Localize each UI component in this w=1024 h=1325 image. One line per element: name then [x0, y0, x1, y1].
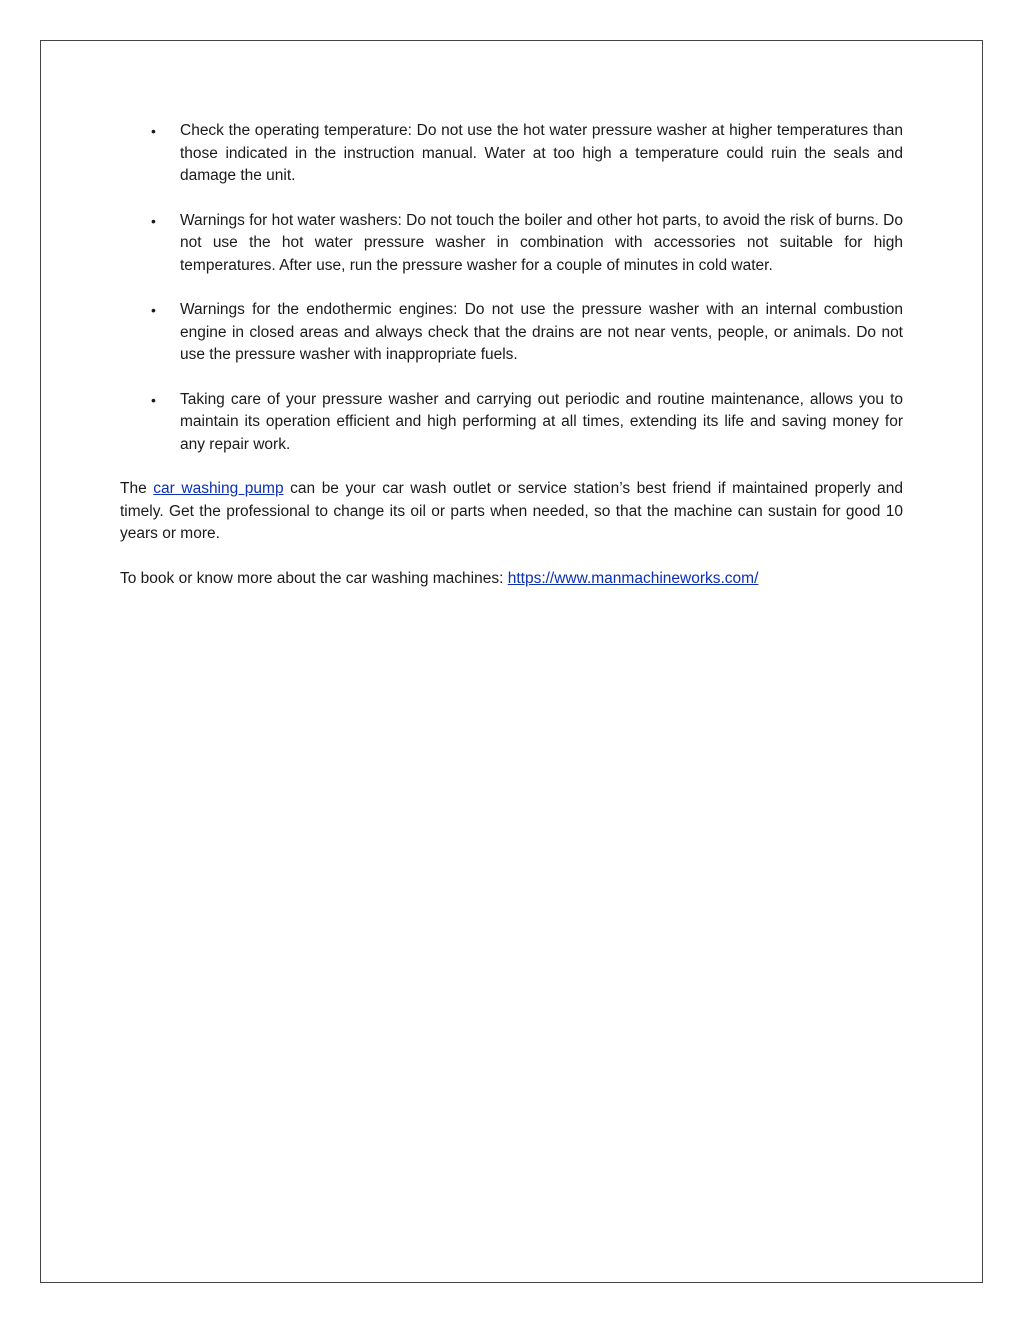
list-item	[120, 389, 903, 457]
list-item	[120, 120, 903, 188]
list-item-text: Warnings for the endothermic engines: Do not use the pressure washer with an internal combustion engine in closed areas and always check that the drains are not near vents, people, or animals. Do not use the pressure washer with inappropriate fuels.	[180, 301, 903, 363]
list-item	[120, 299, 903, 367]
website-link[interactable]: https://www.manmachineworks.com/	[507, 569, 759, 587]
paragraph-prefix: The	[120, 480, 154, 497]
list-item-text: Taking care of your pressure washer and carrying out periodic and routine maintenance, allows you to maintain its operation efficient and high performing at all times, extending its life and saving money for any repair work.	[180, 390, 903, 453]
paragraph-booking	[120, 568, 903, 591]
list-item	[120, 210, 903, 278]
bullet-list	[120, 120, 903, 456]
document-body	[120, 120, 903, 612]
car-washing-pump-link[interactable]: car washing pump	[153, 480, 284, 497]
list-item-text: Check the operating temperature: Do not use the hot water pressure washer at higher temperatures than those indicated in the instruction manual. Water at too high a temperature could ruin the seals and damage the unit.	[180, 122, 903, 184]
bullet-icon: •	[151, 302, 156, 318]
paragraph-car-washing-pump	[120, 478, 903, 546]
list-item-text: Warnings for hot water washers: Do not touch the boiler and other hot parts, to avoid the risk of burns. Do not use the hot water pressure washer in combination with accessories not suitable for high temperatures. After use, run the pressure washer for a couple of minutes in cold water.	[180, 211, 903, 274]
paragraph-suffix: can be your car wash outlet or service station’s best friend if maintained properly and timely. Get the professional to change its oil or parts when needed, so that the machine can sustain for good 10 years or more.	[120, 480, 903, 542]
paragraph-prefix: To book or know more about the car washing machines:	[120, 569, 508, 587]
bullet-icon: •	[151, 212, 156, 229]
bullet-icon: •	[151, 123, 156, 139]
bullet-icon: •	[151, 391, 156, 408]
